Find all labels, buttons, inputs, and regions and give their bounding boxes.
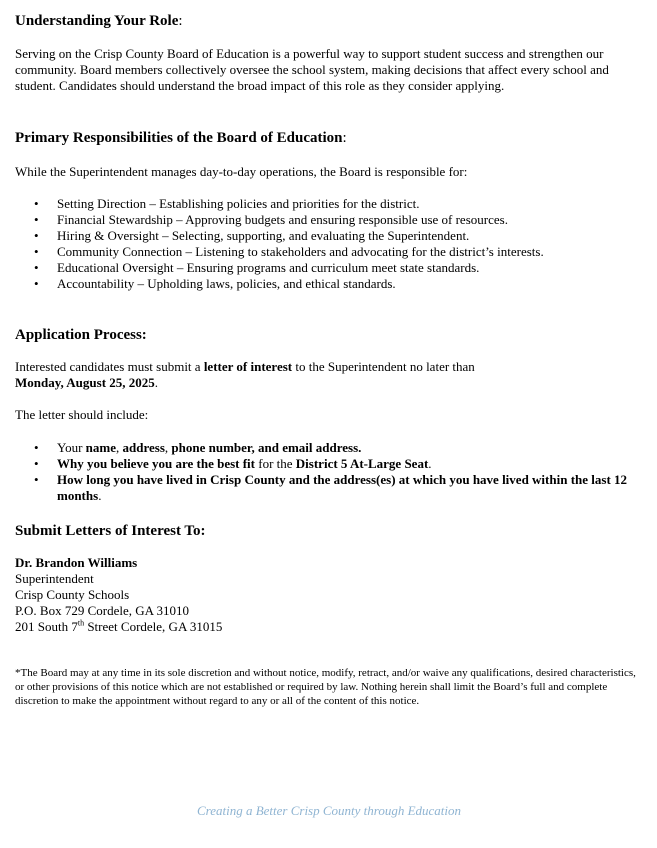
item2-a: Why you believe you are the best fit [57,456,255,471]
application-heading: Application Process: [15,327,147,343]
responsibilities-list [15,196,645,292]
list-item: • Educational Oversight – Ensuring programs and curriculum meet state standards. [15,260,645,276]
tagline: Creating a Better Crisp County through Education [196,803,462,818]
item1-a: Your [57,440,86,455]
deadline: Monday, August 25, 2025 [15,375,155,390]
letter-of-interest: letter of interest [203,359,293,374]
street-sup: th [77,618,85,628]
street-b: Street Cordele, GA 31015 [84,619,223,634]
item3-b: . [98,488,102,503]
submit-heading: Submit Letters of Interest To: [15,523,206,539]
item1-c: , [116,440,123,455]
responsibilities-intro: While the Superintendent manages day-to-day operations, the Board is responsible for: [15,164,468,179]
po-box: P.O. Box 729 Cordele, GA 31010 [15,603,190,618]
application-intro-c: to the Superintendent no later than [292,359,475,374]
item1-e: , [164,440,172,455]
recipient-org: Crisp County Schools [15,587,130,602]
responsibilities-heading-text: Primary Responsibilities of the Board of Education [15,130,343,146]
item2-b: for the [255,456,296,471]
list-item: • Hiring & Oversight – Selecting, supporting, and evaluating the Superintendent. [15,228,645,244]
item2-d: . [428,456,432,471]
responsibilities-heading-colon: : [342,130,347,146]
street-a: 201 South 7 [15,619,78,634]
street-address [15,619,222,634]
application-intro [15,359,643,391]
list-item [15,440,643,456]
item2-c: District 5 At-Large Seat [295,456,429,471]
application-intro-a: Interested candidates must submit a [15,359,204,374]
list-item [15,472,643,504]
letter-intro: The letter should include: [15,407,149,422]
responsibilities-heading [15,129,347,147]
recipient-address [15,555,643,635]
recipient-name: Dr. Brandon Williams [15,555,138,570]
role-heading [15,12,183,30]
list-item [15,456,643,472]
role-heading-text: Understanding Your Role [15,13,179,29]
letter-contents-list [15,440,643,504]
item1-b: name [85,440,117,455]
role-body: Serving on the Crisp County Board of Education is a powerful way to support student success and strengthen our community. Board members collectively oversee the school system, making decisions that affect every school and student. Candidates should understand the broad impact of this role as they consider applying. [15,46,609,93]
list-item: • Financial Stewardship – Approving budgets and ensuring responsible use of resources. [15,212,645,228]
role-heading-colon: : [178,13,183,29]
item1-f: phone number, and email address. [171,440,362,455]
list-item: • Setting Direction – Establishing policies and priorities for the district. [15,196,645,212]
recipient-title: Superintendent [15,571,94,586]
item3-a: How long you have lived in Crisp County and the address(es) at which you have lived within the last 12 months [57,472,628,503]
list-item: • Community Connection – Listening to stakeholders and advocating for the district’s interests. [15,244,645,260]
list-item: • Accountability – Upholding laws, policies, and ethical standards. [15,276,645,292]
item1-d: address [122,440,165,455]
disclaimer-footnote: *The Board may at any time in its sole discretion and without notice, modify, retract, and/or waive any qualifications, desired characteristics, or other provisions of this notice which are not established or required by law. Nothing herein shall limit the Board’s full and complete discretion to make the appointment without regard to any or all of the content of this notice. [15,667,636,707]
deadline-period: . [154,375,159,390]
